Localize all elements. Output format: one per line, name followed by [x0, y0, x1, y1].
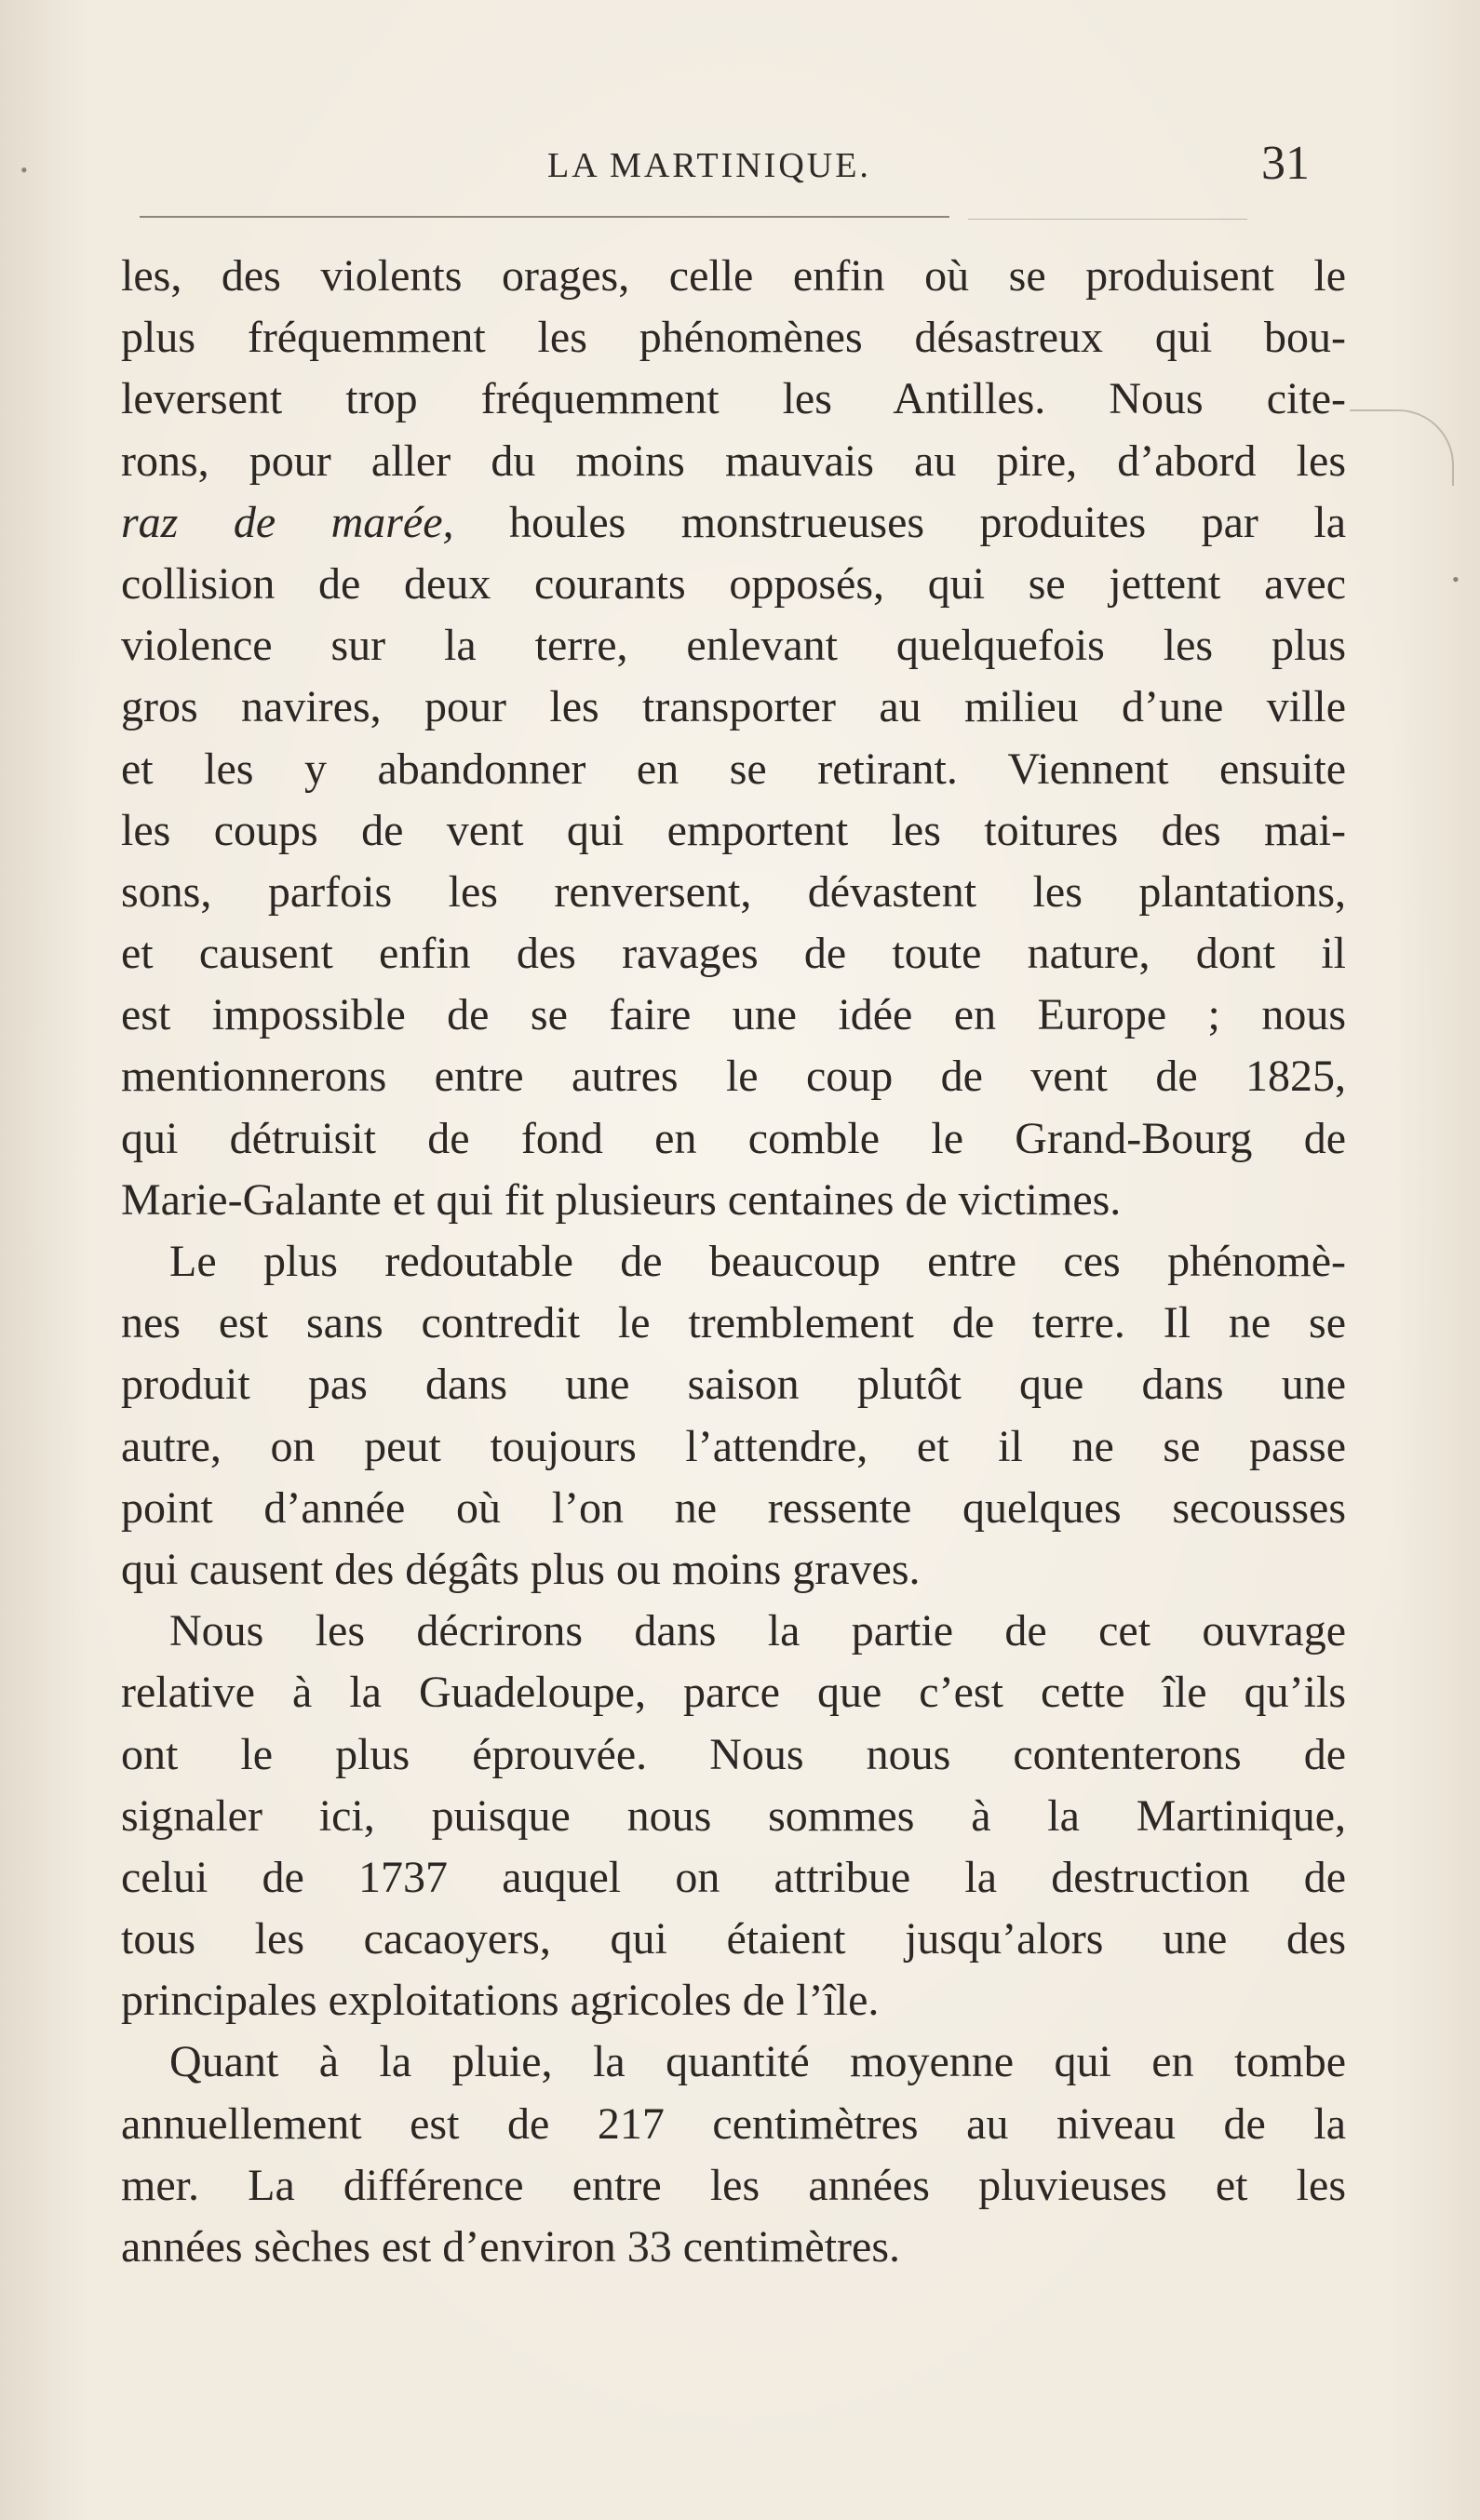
page-fold-mark	[1350, 409, 1454, 486]
text-line: qui détruisit de fond en comble le Grand-Bourg de	[121, 1113, 1346, 1163]
text-line: années sèches est d’environ 33 centimètres.	[121, 2222, 901, 2272]
text-line: tous les cacaoyers, qui étaient jusqu’alors une des	[121, 1914, 1346, 1964]
header-rule	[140, 216, 949, 218]
italic-term: raz de marée,	[121, 497, 454, 547]
text-line: signaler ici, puisque nous sommes à la Martinique,	[121, 1790, 1346, 1841]
text-line: relative à la Guadeloupe, parce que c’est cette île qu’ils	[121, 1668, 1346, 1718]
text-line: mentionnerons entre autres le coup de vent de 1825,	[121, 1052, 1346, 1102]
running-title: LA MARTINIQUE.	[547, 146, 871, 185]
page-number: 31	[1261, 137, 1310, 190]
text-line: et les y abandonner en se retirant. Viennent ensuite	[121, 744, 1346, 794]
text-line: Le plus redoutable de beaucoup entre ces phénomè-	[169, 1237, 1346, 1286]
text-line: violence sur la terre, enlevant quelquefois les plus	[121, 621, 1346, 671]
text-line: collision de deux courants opposés, qui se jettent avec	[121, 558, 1346, 609]
paragraph	[121, 246, 1346, 1231]
text-line: annuellement est de 217 centimètres au niveau de la	[121, 2098, 1346, 2149]
margin-speck: •	[20, 158, 28, 181]
text-line: gros navires, pour les transporter au milieu d’une ville	[121, 682, 1346, 732]
margin-speck: •	[1452, 568, 1460, 591]
running-head	[0, 137, 1480, 195]
text-line: et causent enfin des ravages de toute nature, dont il	[121, 929, 1346, 979]
text-line: principales exploitations agricoles de l’île.	[121, 1976, 880, 2026]
text-line: mer. La différence entre les années pluvieuses et les	[121, 2160, 1346, 2210]
text-line: plus fréquemment les phénomènes désastreux qui bou-	[121, 313, 1346, 363]
text-line: nes est sans contredit le tremblement de terre. Il ne se	[121, 1298, 1346, 1348]
text-line: autre, on peut toujours l’attendre, et il ne se passe	[121, 1421, 1346, 1471]
paragraph	[121, 1601, 1346, 2031]
text-line: point d’année où l’on ne ressente quelques secousses	[121, 1482, 1346, 1533]
paragraph	[121, 2031, 1346, 2278]
text-line: produit pas dans une saison plutôt que dans une	[121, 1360, 1346, 1410]
text-line: ont le plus éprouvée. Nous nous contenterons de	[121, 1729, 1346, 1779]
text-line: Marie-Galante et qui fit plusieurs centaines de victimes.	[121, 1174, 1122, 1225]
text-line: est impossible de se faire une idée en Europe ; nous	[121, 990, 1346, 1040]
text-line-italic-term: raz de marée, houles monstrueuses produites par la	[121, 497, 1346, 547]
text-line: les, des violents orages, celle enfin où se produisent le	[121, 251, 1346, 301]
text-line: les coups de vent qui emportent les toitures des mai-	[121, 805, 1346, 855]
text-line: Nous les décrirons dans la partie de cet ouvrage	[169, 1606, 1346, 1656]
text-line: Quant à la pluie, la quantité moyenne qui en tombe	[169, 2037, 1346, 2087]
header-rule-faint	[968, 219, 1247, 220]
text-line: qui causent des dégâts plus ou moins graves.	[121, 1544, 921, 1594]
paragraph	[121, 1231, 1346, 1601]
text-line: leversent trop fréquemment les Antilles. Nous cite-	[121, 374, 1346, 424]
body-text	[121, 246, 1346, 2278]
text-line: sons, parfois les renversent, dévastent les plantations,	[121, 866, 1346, 917]
text-line: rons, pour aller du moins mauvais au pire, d’abord les	[121, 436, 1346, 486]
text-line: celui de 1737 auquel on attribue la destruction de	[121, 1852, 1346, 1902]
